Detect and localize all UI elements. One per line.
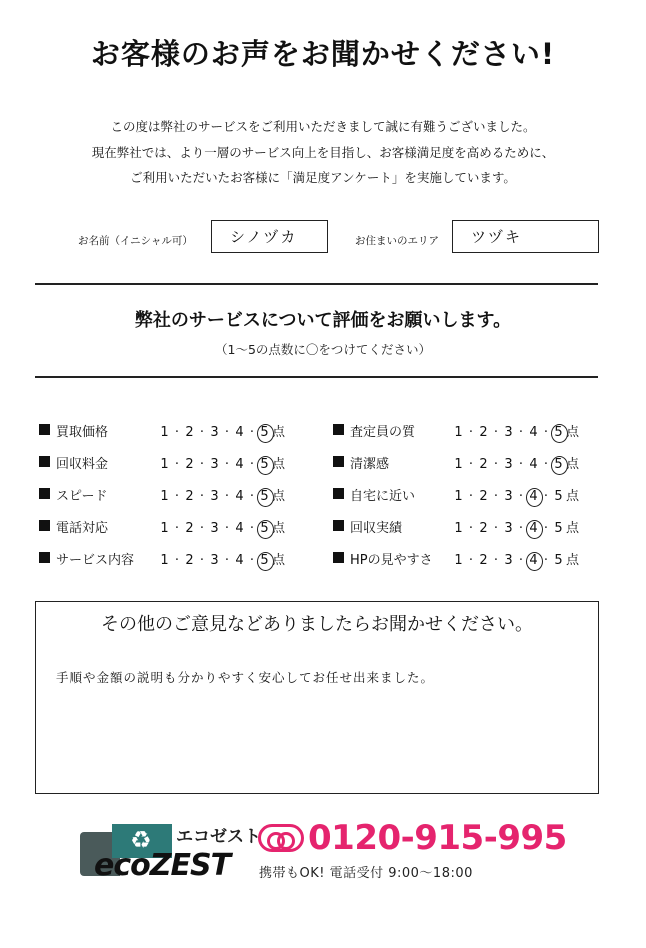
bullet-square-icon	[333, 488, 344, 499]
comment-box[interactable]	[35, 601, 599, 794]
evaluation-subtitle: （1〜5の点数に〇をつけてください）	[215, 342, 431, 357]
separator-dot: ·	[468, 521, 474, 536]
separator-dot: ·	[249, 521, 255, 536]
separator-dot: ·	[174, 521, 180, 536]
rating-row	[39, 419, 309, 441]
bullet-square-icon	[39, 520, 50, 531]
bullet-square-icon	[39, 456, 50, 467]
separator-dot: ·	[518, 553, 524, 568]
separator-dot: ·	[518, 489, 524, 504]
comment-heading: その他のご意見などありましたらお聞かせください。	[101, 614, 533, 635]
free-dial-icon	[258, 824, 304, 852]
score-option[interactable]: 4	[527, 521, 540, 536]
score-option[interactable]: 3	[210, 521, 219, 536]
rating-scale	[158, 485, 285, 504]
score-option[interactable]: 2	[185, 489, 194, 504]
separator-dot: ·	[224, 521, 230, 536]
score-option[interactable]: 2	[185, 521, 194, 536]
rating-label: 回収料金	[56, 457, 109, 472]
separator-dot: ·	[493, 457, 499, 472]
area-label: お住まいのエリア	[355, 235, 439, 247]
company-logo	[80, 820, 261, 886]
rating-label: スピード	[56, 489, 108, 504]
separator-dot: ·	[199, 521, 205, 536]
score-option[interactable]: 2	[479, 457, 488, 472]
score-option[interactable]: 2	[185, 457, 194, 472]
rating-row	[333, 515, 603, 537]
rating-label: 電話対応	[56, 521, 109, 536]
score-option[interactable]: 4	[235, 553, 244, 568]
separator-dot: ·	[543, 553, 549, 568]
separator-dot: ·	[493, 425, 499, 440]
bullet-square-icon	[333, 424, 344, 435]
separator-dot: ·	[468, 489, 474, 504]
evaluation-title: 弊社のサービスについて評価をお願いします。	[134, 310, 512, 331]
separator-dot: ·	[493, 521, 499, 536]
separator-dot: ·	[543, 521, 549, 536]
separator-dot: ·	[224, 425, 230, 440]
rating-row	[333, 547, 603, 569]
score-option[interactable]: 5	[258, 457, 271, 472]
bullet-square-icon	[39, 552, 50, 563]
rating-row	[333, 419, 603, 441]
score-option[interactable]: 1	[160, 425, 169, 440]
score-unit: 点	[272, 521, 286, 536]
score-option[interactable]: 3	[504, 521, 513, 536]
logo-kana: エコゼスト	[176, 827, 261, 847]
score-option[interactable]: 4	[529, 425, 538, 440]
rating-label: HPの見やすさ	[350, 553, 433, 568]
separator-dot: ·	[518, 521, 524, 536]
separator-dot: ·	[199, 425, 205, 440]
score-option[interactable]: 4	[527, 553, 540, 568]
score-option[interactable]: 3	[210, 425, 219, 440]
score-option[interactable]: 5	[554, 553, 563, 568]
score-option[interactable]: 3	[210, 457, 219, 472]
score-option[interactable]: 5	[552, 457, 565, 472]
score-option[interactable]: 5	[552, 425, 565, 440]
rating-scale	[452, 421, 579, 440]
score-option[interactable]: 4	[235, 457, 244, 472]
rating-row	[39, 547, 309, 569]
score-option[interactable]: 4	[235, 521, 244, 536]
rating-scale	[158, 421, 285, 440]
score-option[interactable]: 5	[258, 489, 271, 504]
rating-row	[39, 483, 309, 505]
divider	[35, 283, 598, 285]
score-unit: 点	[566, 425, 580, 440]
separator-dot: ·	[224, 489, 230, 504]
rating-scale	[158, 453, 285, 472]
rating-scale	[158, 549, 285, 568]
bullet-square-icon	[39, 424, 50, 435]
page-title: お客様のお声をお聞かせください!	[90, 37, 556, 71]
intro-line: この度は弊社のサービスをご利用いただきまして誠に有難うございました。	[110, 119, 536, 134]
score-option[interactable]: 4	[529, 457, 538, 472]
name-field[interactable]: シノヅカ	[211, 220, 328, 253]
score-option[interactable]: 1	[160, 457, 169, 472]
separator-dot: ·	[468, 553, 474, 568]
score-unit: 点	[272, 425, 286, 440]
score-option[interactable]: 1	[454, 553, 463, 568]
separator-dot: ·	[493, 553, 499, 568]
score-unit: 点	[272, 457, 286, 472]
score-option[interactable]: 2	[479, 521, 488, 536]
intro-line: ご利用いただいたお客様に「満足度アンケート」を実施しています。	[130, 170, 516, 185]
rating-scale	[452, 453, 579, 472]
score-option[interactable]: 5	[554, 521, 563, 536]
separator-dot: ·	[199, 553, 205, 568]
score-option[interactable]: 3	[504, 553, 513, 568]
bullet-square-icon	[333, 456, 344, 467]
separator-dot: ·	[543, 489, 549, 504]
score-option[interactable]: 2	[185, 553, 194, 568]
divider	[35, 376, 598, 378]
score-option[interactable]: 3	[504, 425, 513, 440]
separator-dot: ·	[199, 489, 205, 504]
separator-dot: ·	[174, 553, 180, 568]
separator-dot: ·	[174, 457, 180, 472]
separator-dot: ·	[249, 489, 255, 504]
score-option[interactable]: 1	[454, 457, 463, 472]
bullet-square-icon	[39, 488, 50, 499]
rating-label: 回収実績	[350, 521, 403, 536]
score-option[interactable]: 1	[160, 521, 169, 536]
name-label: お名前（イニシャル可）	[78, 235, 193, 247]
separator-dot: ·	[543, 457, 549, 472]
separator-dot: ·	[199, 457, 205, 472]
separator-dot: ·	[543, 425, 549, 440]
score-unit: 点	[566, 553, 580, 568]
separator-dot: ·	[249, 457, 255, 472]
score-unit: 点	[566, 489, 580, 504]
score-option[interactable]: 1	[160, 489, 169, 504]
hours-text: 携帯もOK! 電話受付 9:00〜18:00	[259, 866, 473, 881]
score-option[interactable]: 3	[504, 489, 513, 504]
separator-dot: ·	[249, 425, 255, 440]
rating-scale	[158, 517, 285, 536]
score-option[interactable]: 4	[527, 489, 540, 504]
score-option[interactable]: 5	[258, 425, 271, 440]
rating-label: 自宅に近い	[350, 489, 416, 504]
score-option[interactable]: 1	[454, 521, 463, 536]
score-option[interactable]: 2	[479, 489, 488, 504]
score-option[interactable]: 5	[554, 489, 563, 504]
score-option[interactable]: 4	[235, 489, 244, 504]
separator-dot: ·	[224, 553, 230, 568]
rating-scale	[452, 549, 579, 568]
recycle-icon: ♻	[130, 826, 152, 854]
score-option[interactable]: 1	[454, 489, 463, 504]
score-option[interactable]: 2	[185, 425, 194, 440]
separator-dot: ·	[518, 425, 524, 440]
intro-line: 現在弊社では、より一層のサービス向上を目指し、お客様満足度を高めるために、	[91, 145, 555, 160]
rating-row	[39, 515, 309, 537]
rating-row	[333, 451, 603, 473]
score-option[interactable]: 1	[454, 425, 463, 440]
score-option[interactable]: 2	[479, 553, 488, 568]
score-option[interactable]: 5	[258, 521, 271, 536]
rating-scale	[452, 485, 579, 504]
score-option[interactable]: 3	[210, 553, 219, 568]
logo-name: ecoZEST	[94, 848, 231, 883]
score-unit: 点	[272, 489, 286, 504]
rating-row	[333, 483, 603, 505]
separator-dot: ·	[174, 425, 180, 440]
phone-number[interactable]: 0120-915-995	[308, 818, 567, 858]
score-option[interactable]: 3	[210, 489, 219, 504]
separator-dot: ·	[518, 457, 524, 472]
area-field[interactable]: ツヅキ	[452, 220, 599, 253]
bullet-square-icon	[333, 520, 344, 531]
separator-dot: ·	[493, 489, 499, 504]
score-option[interactable]: 3	[504, 457, 513, 472]
rating-label: 買取価格	[56, 425, 109, 440]
rating-row	[39, 451, 309, 473]
rating-label: サービス内容	[56, 553, 135, 568]
score-option[interactable]: 5	[258, 553, 271, 568]
bullet-square-icon	[333, 552, 344, 563]
separator-dot: ·	[174, 489, 180, 504]
separator-dot: ·	[249, 553, 255, 568]
comment-text: 手順や金額の説明も分かりやすく安心してお任せ出来ました。	[56, 670, 435, 685]
rating-scale	[452, 517, 579, 536]
rating-label: 査定員の質	[350, 425, 416, 440]
score-option[interactable]: 4	[235, 425, 244, 440]
separator-dot: ·	[468, 425, 474, 440]
score-unit: 点	[566, 457, 580, 472]
separator-dot: ·	[224, 457, 230, 472]
score-unit: 点	[272, 553, 286, 568]
score-unit: 点	[566, 521, 580, 536]
score-option[interactable]: 1	[160, 553, 169, 568]
score-option[interactable]: 2	[479, 425, 488, 440]
separator-dot: ·	[468, 457, 474, 472]
rating-label: 清潔感	[350, 457, 390, 472]
